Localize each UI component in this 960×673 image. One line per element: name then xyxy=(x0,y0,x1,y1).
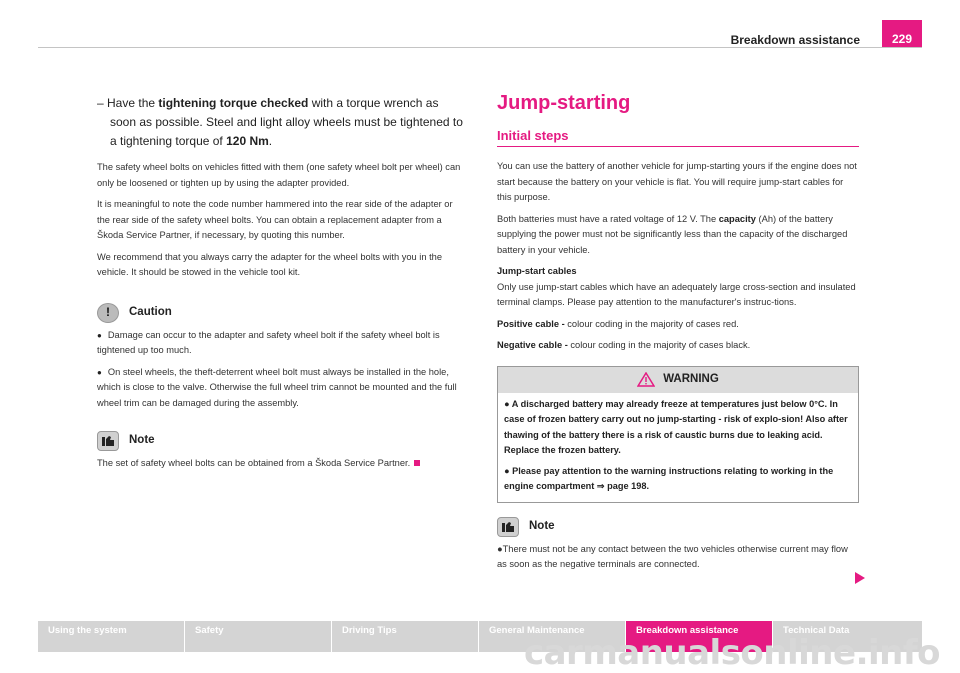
caution-item: ● On steel wheels, the theft-deterrent wheel bolt must always be installed in the hole, which is close to the valve. Otherwise the full wheel trim cannot be mounted and the full wheel trim can be damaged during the assembly. xyxy=(97,366,457,408)
paragraph: The safety wheel bolts on vehicles fitted with them (one safety wheel bolt per wheel) can only be loosened or tighten up by using the adapter provided. xyxy=(97,162,461,188)
caution-icon: ! xyxy=(97,303,119,323)
warning-item: ● A discharged battery may already freeze at temperatures just below 0°C. In case of frozen battery carry out no jump-starting - risk of explo-sion! Also after thawing of the battery there is a risk of caustic burns due to leaking acid. Replace the frozen battery. xyxy=(504,398,848,455)
chapter-title: Jump-starting xyxy=(497,92,631,114)
torque-instruction: – Have the tightening torque checked with a torque wrench as soon as possible. Steel and light alloy wheels must be tightened to a tightening torque of 120 Nm. xyxy=(97,96,463,148)
paragraph: We recommend that you always carry the adapter for the wheel bolts with you in the vehicle. It should be stowed in the vehicle tool kit. xyxy=(97,251,443,277)
watermark: carmanualsonline.info xyxy=(523,633,940,673)
paragraph: Both batteries must have a rated voltage of 12 V. The capacity (Ah) of the battery supplying the power must not be significantly less than the capacity of the discharged battery in your vehicle. xyxy=(497,213,848,255)
note-icon xyxy=(497,517,519,537)
note-icon xyxy=(97,431,119,451)
tab-safety[interactable]: Safety xyxy=(185,621,331,652)
section-title: Breakdown assistance xyxy=(730,33,860,47)
left-column xyxy=(97,94,467,478)
warning-icon xyxy=(637,372,655,387)
warning-item: ● Please pay attention to the warning instructions relating to working in the engine compartment ⇒ page 198. xyxy=(504,465,834,491)
warning-box xyxy=(497,366,859,503)
positive-cable: Positive cable - colour coding in the majority of cases red. xyxy=(497,318,739,329)
tab-driving-tips[interactable]: Driving Tips xyxy=(332,621,478,652)
tab-general-maintenance[interactable]: General Maintenance xyxy=(479,621,625,652)
negative-cable: Negative cable - colour coding in the majority of cases black. xyxy=(497,340,751,350)
note-text: The set of safety wheel bolts can be obtained from a Škoda Service Partner. xyxy=(97,456,467,472)
section-heading: Initial steps xyxy=(497,128,859,148)
tab-breakdown-assistance[interactable]: Breakdown assistance xyxy=(626,621,772,652)
cables-heading: Jump-start cables xyxy=(497,266,577,276)
note-heading: Note xyxy=(497,517,859,537)
caution-item: ● Damage can occur to the adapter and safety wheel bolt if the safety wheel bolt is tightened up too much. xyxy=(97,329,440,355)
paragraph: Only use jump-start cables which have an adequately large cross-section and insulated terminal clamps. Please pay attention to the manufacturer's instruc-tions. xyxy=(497,281,856,307)
warning-header: WARNING xyxy=(498,367,858,393)
next-page-arrow-icon[interactable] xyxy=(855,572,865,584)
note-item: ●There must not be any contact between the two vehicles otherwise current may flow as soon as the negative terminals are connected. xyxy=(497,543,848,569)
caution-heading: ! Caution xyxy=(97,303,467,323)
header-rule xyxy=(38,47,922,48)
right-column xyxy=(497,94,859,579)
section-end-marker xyxy=(414,460,420,466)
tab-technical-data[interactable]: Technical Data xyxy=(773,621,922,652)
note-heading: Note xyxy=(97,431,467,451)
tab-using-the-system[interactable]: Using the system xyxy=(38,621,184,652)
page-number: 229 xyxy=(882,20,922,47)
paragraph: You can use the battery of another vehicle for jump-starting yours if the engine does not start because the battery on your vehicle is flat. You will require jump-start cables for this purpose. xyxy=(497,161,857,202)
paragraph: It is meaningful to note the code number hammered into the rear side of the adapter or the rear side of the safety wheel bolts. You can obtain a replacement adapter from a Škoda Service Partner, if necessary, by quoting this number. xyxy=(97,199,453,240)
